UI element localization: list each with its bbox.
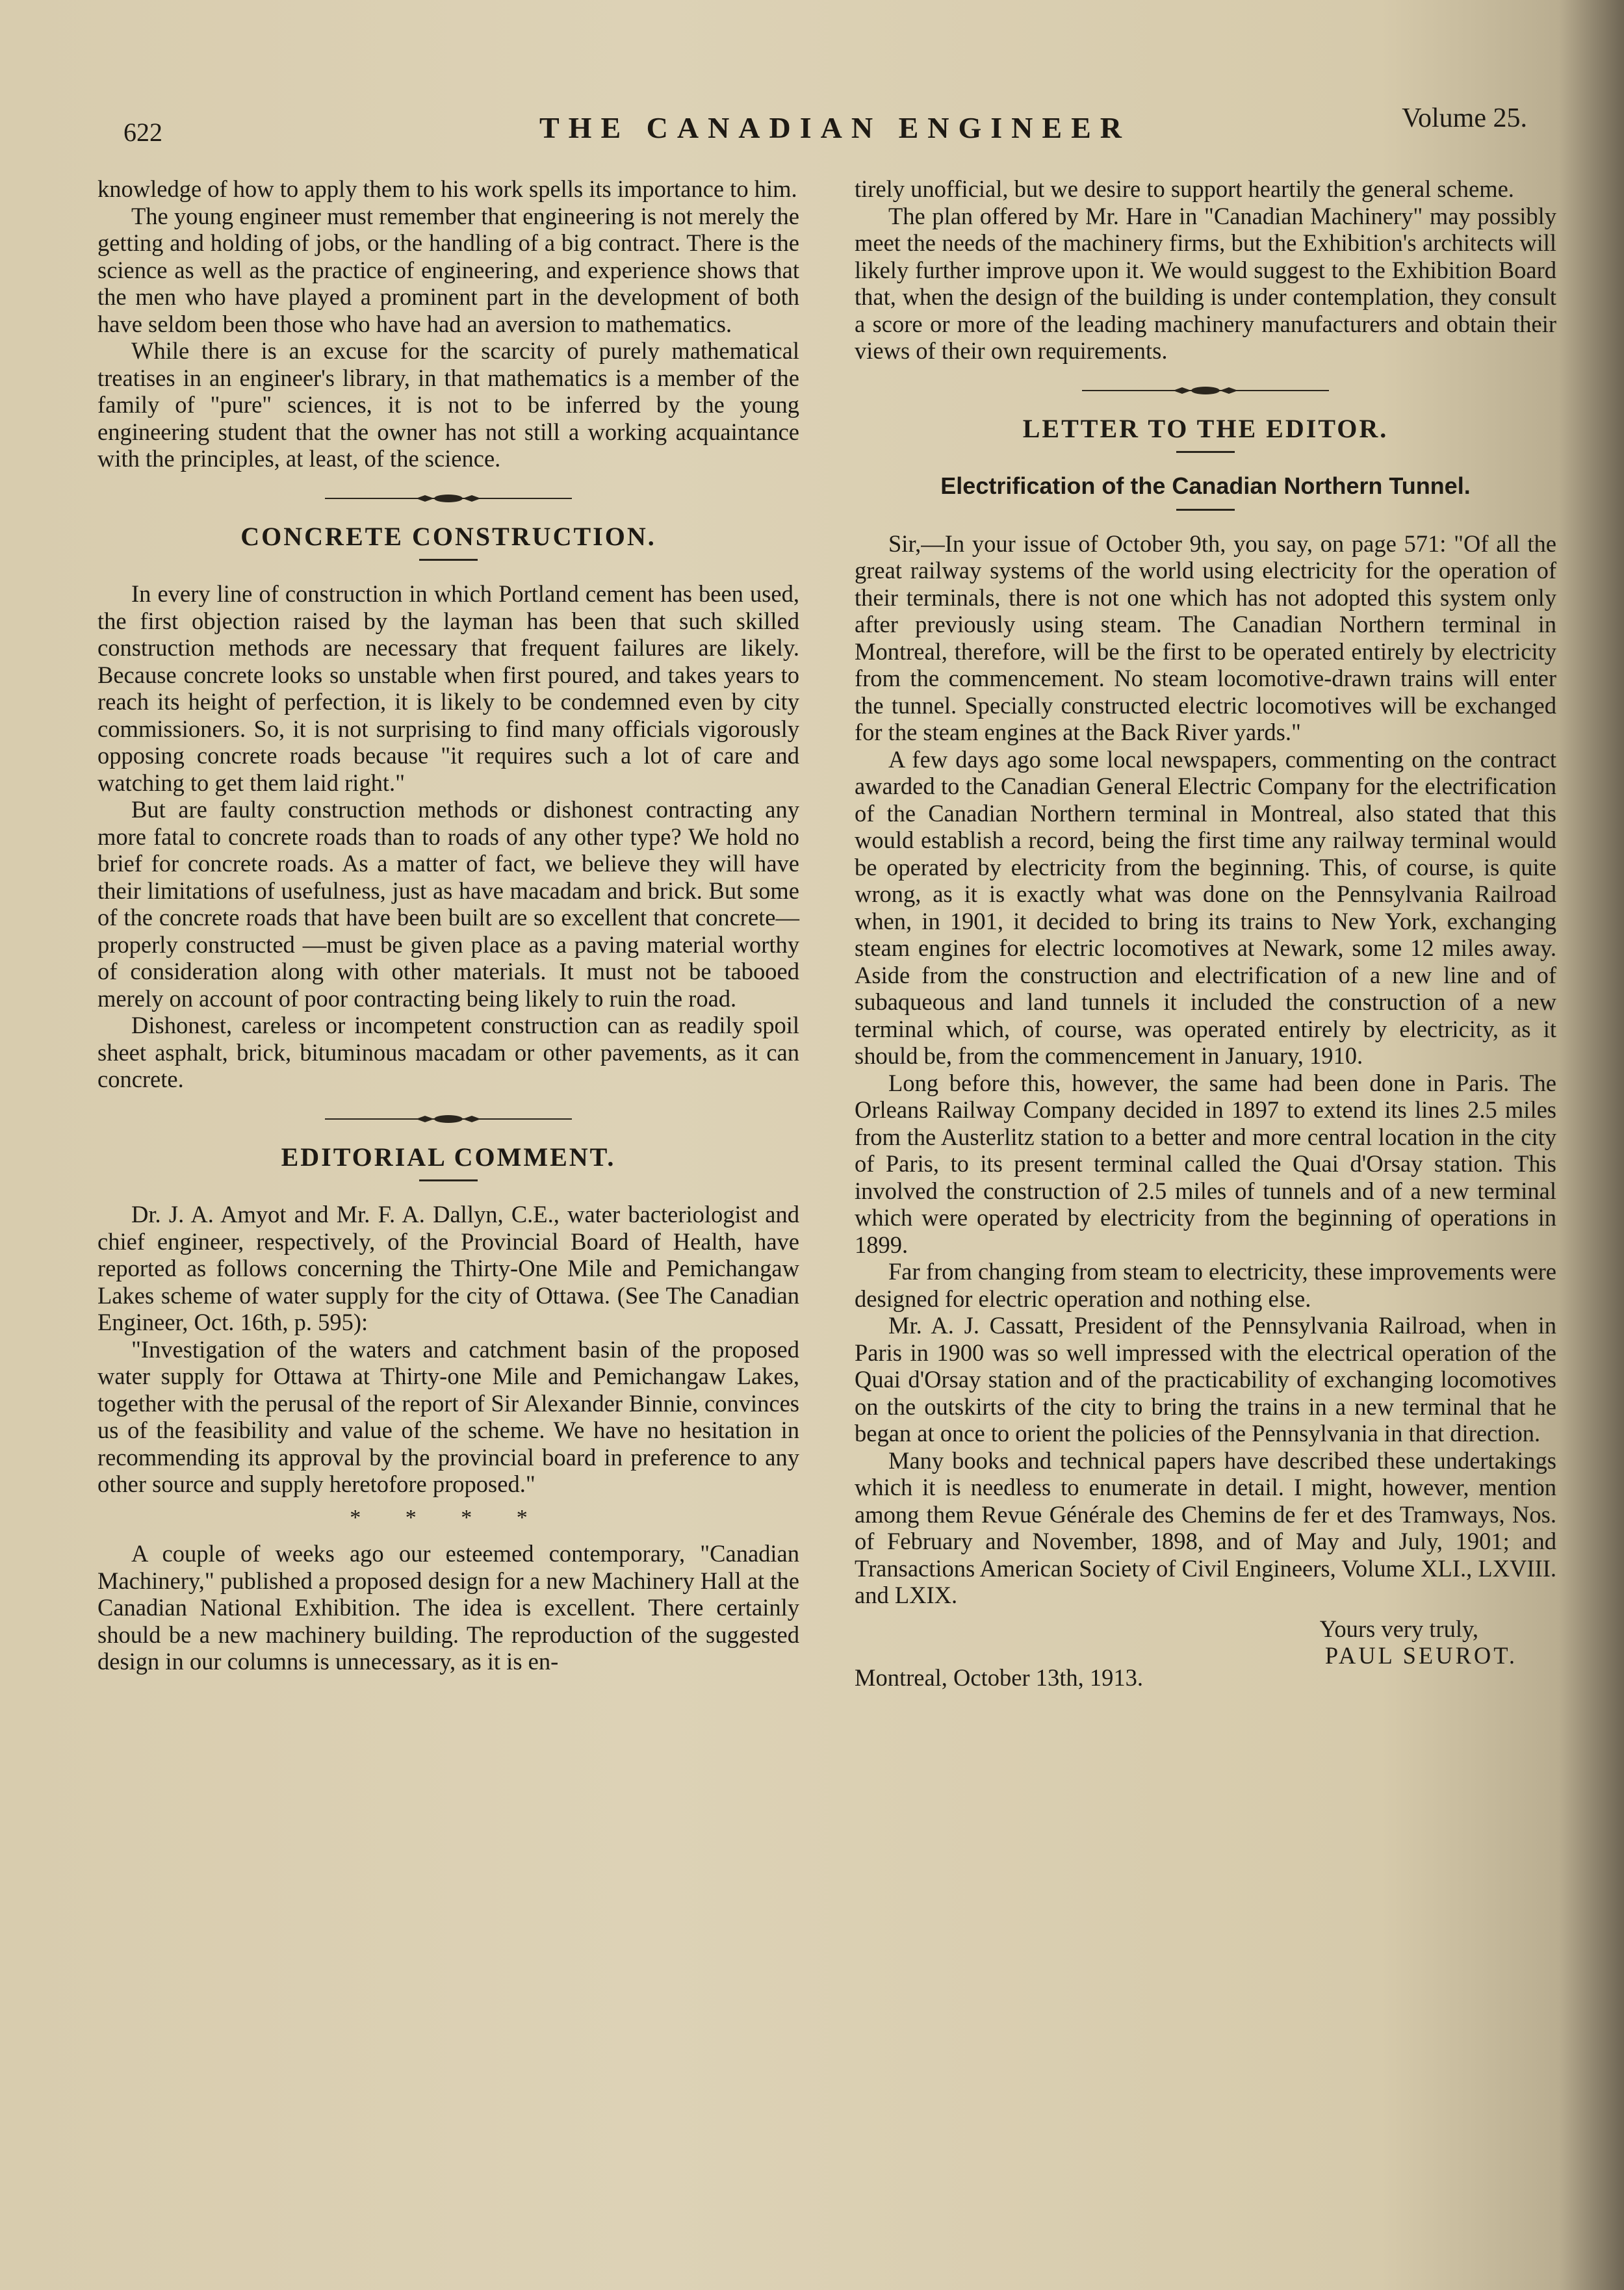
page-number: 622 [123,118,162,147]
page-header [117,97,1527,156]
paragraph: While there is an excuse for the scarcity of purely mathematical treatises in an engineer's library, in that mathematics is a member of the family of "pure" sciences, it is not to be inferred by the young engineering student that the owner has not still a working acquaintance with the principles, at least, of the science. [97,337,799,472]
letter-subheading: Electrification of the Canadian Northern Tunnel. [940,472,1471,499]
paragraph: tirely unofficial, but we desire to support heartily the general scheme. [855,175,1514,202]
paragraph: A few days ago some local newspapers, commenting on the contract awarded to the Canadian General Electric Company for the electrification of the Canadian Northern terminal in Montreal, also stated that this would establish a record, being the first time any railway terminal would be operated by electricity from the beginning. This, of course, is quite wrong, as it is exactly what was done on the Pennsylvania Railroad when, in 1901, it decided to bring its trains to New York, exchanging steam engines for electric locomotives at Newark, some 12 miles away. Aside from the construction and electrification of a new line and of subaqueous and land tunnels it included the construction of a new terminal which, of course, was operated entirely by electricity, as it should be, from the commencement in January, 1910. [855,745,1556,1069]
heading-rule [1176,509,1235,511]
paragraph: But are faulty construction methods or dishonest contracting any more fatal to concrete roads than to roads of any other type? We hold no brief for concrete roads. As a matter of fact, we believe they will have their limitations of usefulness, just as have macadam and brick. But some of the concrete roads that have been built are so excellent that concrete—properly constructed —must be given place as a paving material worthy of consideration along with other materials. It must not be tabooed merely on account of poor contracting being likely to ruin the road. [97,796,799,1012]
section-heading-letter: LETTER TO THE EDITOR. [1022,413,1389,443]
paragraph: Many books and technical papers have described these undertakings which it is needless to enumerate in detail. I might, however, mention among them Revue Générale des Chemins de fer et des Tramways, Nos. of February and November, 1898, and of May and July, 1901; and Transactions American Society of Civil Engineers, Volume XLI., LXVIII. and LXIX. [855,1447,1556,1608]
paragraph: "Investigation of the waters and catchment basin of the proposed water supply for Ottawa at Thirty-one Mile and Pemichangaw Lakes, together with the perusal of the report of Sir Alexander Binnie, convinces us of the feasibility and value of the scheme. We have no hesitation in recommending its approval by the provincial board in preference to any other source and supply heretofore proposed." [97,1335,799,1497]
paragraph: Sir,—In your issue of October 9th, you say, on page 571: "Of all the great railway systems of the world using electricity for the operation of their terminals, there is not one which has not adopted this system only after previously using steam. The Canadian Northern terminal in Montreal, therefore, will be the first to be operated entirely by electricity from the commencement. No steam locomotive-drawn trains will enter the tunnel. Specially constructed electric locomotives will be exchanged for the steam engines at the Back River yards." [855,530,1556,745]
letter-signature: PAUL SEUROT. [1324,1642,1517,1669]
paragraph: Dishonest, careless or incompetent construction can as readily spoil sheet asphalt, brick, bituminous macadam or other pavements, as it can concrete. [97,1012,799,1092]
section-heading-concrete: CONCRETE CONSTRUCTION. [240,521,656,551]
paragraph: The young engineer must remember that engineering is not merely the getting and holding of jobs, or the handling of a big contract. There is the science as well as the practice of engineering, and experience shows that the men who have played a prominent part in the development of both have seldom been those who have had an aversion to mathematics. [97,202,799,337]
section-heading-editorial: EDITORIAL COMMENT. [281,1142,616,1172]
paragraph: In every line of construction in which Portland cement has been used, the first objection raised by the layman has been that such skilled construction methods are necessary that frequent failures are likely. Because concrete looks so unstable when first poured, and takes years to reach its height of perfection, it is likely to be condemned even by city commissioners. So, it is not surprising to find many officials vigorously opposing concrete roads because "it requires such a lot of care and watching to get them laid right." [97,580,799,796]
heading-rule [419,559,478,561]
paragraph: Far from changing from steam to electricity, these improvements were designed for electric operation and nothing else. [855,1258,1556,1312]
asterisk-separator: * * * * [350,1505,547,1530]
heading-rule [419,1179,478,1181]
paragraph: Dr. J. A. Amyot and Mr. F. A. Dallyn, C.E., water bacteriologist and chief engineer, respectively, of the Provincial Board of Health, have reported as follows concerning the Thirty-One Mile and Pemichangaw Lakes scheme of water supply for the city of Ottawa. (See The Canadian Engineer, Oct. 16th, p. 595): [97,1201,799,1335]
letter-closing: Yours very truly, [1319,1615,1478,1642]
paragraph: Mr. A. J. Cassatt, President of the Pennsylvania Railroad, when in Paris in 1900 was so well impressed with the electrical operation of the Quai d'Orsay station and of the practicability of exchanging locomotives on the outskirts of the city to bring the trains in a new terminal that he began at once to orient the policies of the Pennsylvania in that direction. [855,1312,1556,1447]
paragraph: knowledge of how to apply them to his work spells its importance to him. [97,175,797,202]
left-column [97,175,799,1675]
letter-dateline: Montreal, October 13th, 1913. [855,1664,1143,1691]
heading-rule [1176,451,1235,453]
volume-label: Volume 25. [1402,103,1527,133]
ornamental-divider [97,1113,799,1126]
paragraph: A couple of weeks ago our esteemed contemporary, "Canadian Machinery," published a proposed design for a new Machinery Hall at the Canadian National Exhibition. The idea is excellent. There certainly should be a new machinery building. The reproduction of the suggested design in our columns is unnecessary, as it is en- [97,1540,799,1675]
ornamental-divider [855,384,1556,397]
paragraph: Long before this, however, the same had been done in Paris. The Orleans Railway Company decided in 1897 to extend its lines 2.5 miles from the Austerlitz station to a better and more central location in the city of Paris, to its present terminal called the Quai d'Orsay station. This involved the construction of 2.5 miles of tunnels and of a new terminal which were operated by electricity from the beginning of operations in 1899. [855,1069,1556,1258]
right-column [855,175,1556,1691]
ornamental-divider [97,492,799,505]
journal-title: THE CANADIAN ENGINEER [539,111,1131,144]
paragraph: The plan offered by Mr. Hare in "Canadian Machinery" may possibly meet the needs of the machinery firms, but the Exhibition's architects will likely further improve upon it. We would suggest to the Exhibition Board that, when the design of the building is under contemplation, they consult a score or more of the leading machinery manufacturers and obtain their views of their own requirements. [855,202,1556,364]
